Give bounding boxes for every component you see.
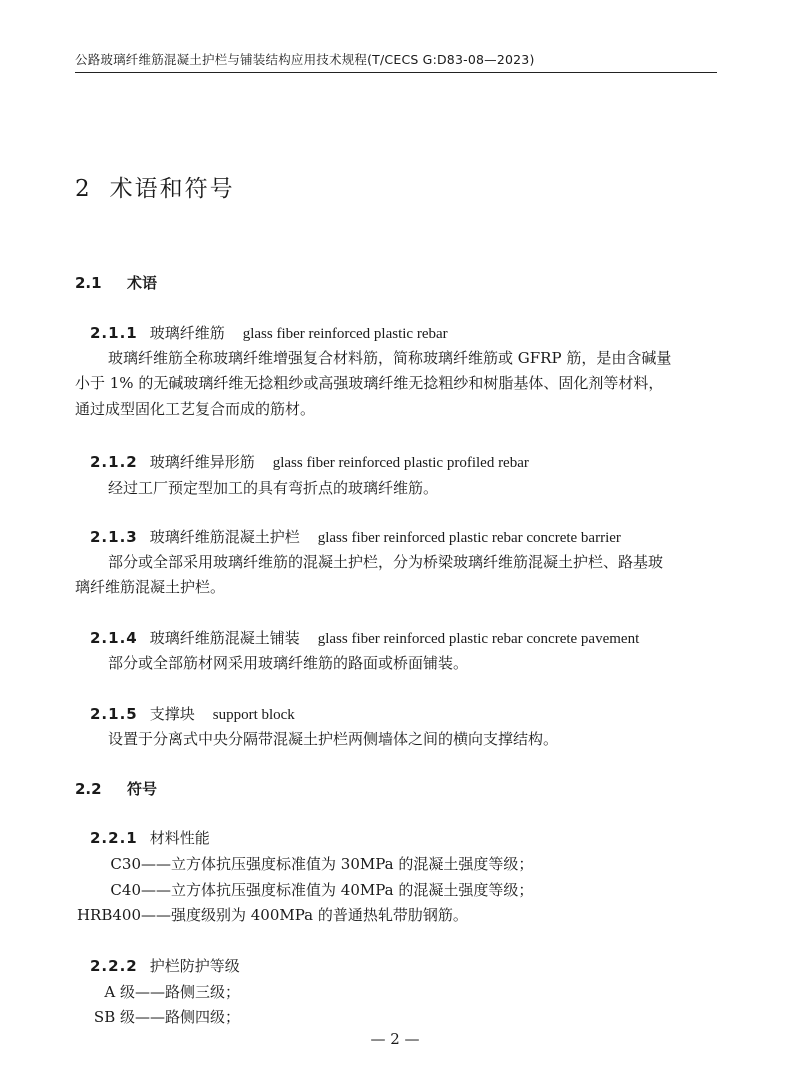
section-title: 术语 (127, 274, 158, 292)
term-heading-2-1-3 (90, 526, 621, 547)
symbol-group-title: 材料性能 (149, 829, 210, 847)
term-heading-2-1-5 (90, 703, 295, 724)
section-title: 符号 (127, 780, 158, 798)
term-heading-2-1-1 (90, 322, 448, 343)
symbol-definition: ——路侧三级； (135, 983, 241, 1001)
term-definition-line: 部分或全部筋材网采用玻璃纤维筋的路面或桥面铺装。 (108, 654, 469, 672)
term-number: 2.1.2 (90, 453, 138, 471)
symbol-definition: ——强度级别为 400MPa 的普通热轧带肋钢筋。 (141, 906, 468, 924)
section-number: 2.1 (75, 274, 102, 292)
header-rule (75, 72, 717, 73)
term-number: 2.1.4 (90, 629, 138, 647)
chapter-heading (75, 170, 235, 203)
term-en: glass fiber reinforced plastic rebar (242, 326, 448, 342)
term-en: support block (212, 707, 295, 723)
symbol-entry (75, 879, 533, 900)
term-en: glass fiber reinforced plastic profiled rebar (272, 455, 529, 471)
symbol-code: A 级 (104, 983, 135, 1001)
chapter-number: 2 (75, 176, 92, 202)
section-heading-2-2 (75, 778, 157, 799)
term-zh: 玻璃纤维筋混凝土铺装 (149, 629, 300, 647)
term-number: 2.1.3 (90, 528, 138, 546)
symbol-entry (75, 904, 468, 925)
term-number: 2.1.1 (90, 324, 138, 342)
symbol-group-heading-2-2-2 (90, 955, 240, 976)
term-heading-2-1-2 (90, 451, 529, 472)
term-definition-line: 通过成型固化工艺复合而成的筋材。 (75, 400, 316, 418)
term-zh: 玻璃纤维筋 (149, 324, 225, 342)
symbol-code: C40 (110, 881, 141, 899)
term-number: 2.1.5 (90, 705, 138, 723)
term-definition-line: 设置于分离式中央分隔带混凝土护栏两侧墙体之间的横向支撑结构。 (108, 730, 559, 748)
symbol-group-title: 护栏防护等级 (149, 957, 240, 975)
symbol-definition: ——立方体抗压强度标准值为 30MPa 的混凝土强度等级； (141, 855, 534, 873)
page-number: — 2 — (370, 1030, 420, 1048)
chapter-title: 术语和符号 (109, 176, 235, 202)
symbol-code: C30 (110, 855, 141, 873)
symbol-code: SB 级 (93, 1008, 135, 1026)
term-definition-line: 璃纤维筋混凝土护栏。 (75, 578, 226, 596)
running-header: 公路玻璃纤维筋混凝土护栏与铺装结构应用技术规程(T/CECS G:D83-08—2023) (75, 52, 535, 67)
term-zh: 玻璃纤维筋混凝土护栏 (149, 528, 300, 546)
term-definition-line: 小于 1% 的无碱玻璃纤维无捻粗纱或高强玻璃纤维无捻粗纱和树脂基体、固化剂等材料， (75, 374, 664, 392)
term-zh: 支撑块 (149, 705, 195, 723)
symbol-group-number: 2.2.1 (90, 829, 138, 847)
symbol-definition: ——立方体抗压强度标准值为 40MPa 的混凝土强度等级； (141, 881, 534, 899)
symbol-code: HRB400 (76, 906, 141, 924)
section-number: 2.2 (75, 780, 102, 798)
term-heading-2-1-4 (90, 627, 639, 648)
term-definition-line: 玻璃纤维筋全称玻璃纤维增强复合材料筋，简称玻璃纤维筋或 GFRP 筋，是由含碱量 (108, 349, 672, 367)
term-definition-line: 经过工厂预定型加工的具有弯折点的玻璃纤维筋。 (108, 479, 439, 497)
section-heading-2-1 (75, 272, 157, 293)
symbol-definition: ——路侧四级； (135, 1008, 241, 1026)
term-definition-line: 部分或全部采用玻璃纤维筋的混凝土护栏，分为桥梁玻璃纤维筋混凝土护栏、路基玻 (108, 553, 664, 571)
term-en: glass fiber reinforced plastic rebar concrete pavement (317, 631, 640, 647)
symbol-group-number: 2.2.2 (90, 957, 138, 975)
term-en: glass fiber reinforced plastic rebar concrete barrier (317, 530, 621, 546)
term-zh: 玻璃纤维异形筋 (149, 453, 255, 471)
symbol-entry (75, 1006, 240, 1027)
symbol-entry (75, 853, 533, 874)
symbol-entry (75, 981, 240, 1002)
symbol-group-heading-2-2-1 (90, 827, 210, 848)
